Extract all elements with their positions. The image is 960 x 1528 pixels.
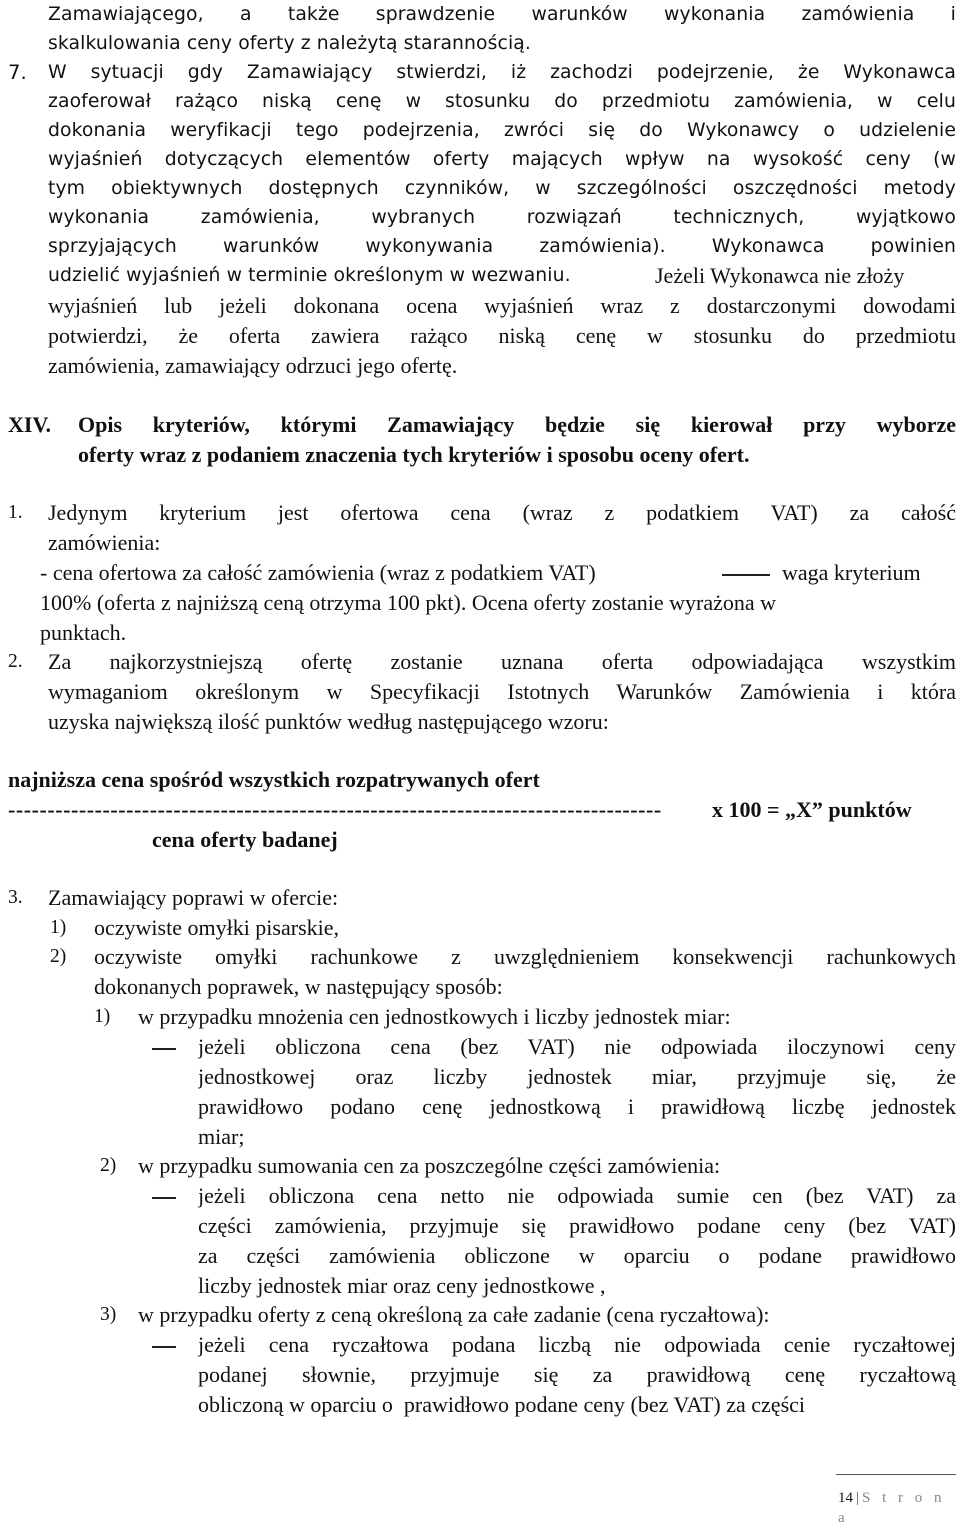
para-line: - cena ofertowa za całość zamówienia (wraz z podatkiem VAT) xyxy=(40,560,596,585)
para-line: jeżeli obliczona cena (bez VAT) nie odpowiada iloczynowi ceny xyxy=(198,1034,956,1059)
para-line: w przypadku sumowania cen za poszczególne części zamówienia: xyxy=(138,1153,721,1178)
para-line: uzyska największą ilość punktów według następującego wzoru: xyxy=(48,709,609,734)
para-line: części zamówienia, przyjmuje się prawidłowo podane ceny (bez VAT) xyxy=(198,1213,956,1238)
formula-numerator: najniższa cena spośród wszystkich rozpatrywanych ofert xyxy=(8,767,540,792)
list-number: 1. xyxy=(8,502,23,523)
para-line: Zamawiający poprawi w ofercie: xyxy=(48,885,339,910)
list-number: 3) xyxy=(100,1304,117,1325)
dash-bullet xyxy=(152,1346,176,1348)
list-number: 1) xyxy=(94,1006,111,1027)
para-line: obliczoną w oparciu o prawidłowo podane ceny (bez VAT) za części xyxy=(198,1392,806,1417)
dash-bullet xyxy=(152,1197,176,1199)
para-line: dokonania weryfikacji tego podejrzenia, zwróci się do Wykonawcy o udzielenie xyxy=(48,120,956,141)
para-line: liczby jednostek miar oraz ceny jednostkowe , xyxy=(198,1273,606,1298)
list-number: 2. xyxy=(8,651,23,672)
formula-bar: ----------------------------------------------------------------------------------- xyxy=(8,797,662,822)
para-line: sprzyjających warunków wykonywania zamówienia). Wykonawca powinien xyxy=(48,236,956,257)
para-line: prawidłowo podano cenę jednostkową i prawidłową liczbę jednostek xyxy=(198,1094,956,1119)
para-line: 100% (oferta z najniższą ceną otrzyma 100 pkt). Ocena oferty zostanie wyrażona w xyxy=(40,590,777,615)
para-line: dokonanych poprawek, w następujący sposób: xyxy=(94,974,503,999)
section-title: oferty wraz z podaniem znaczenia tych kryteriów i sposobu oceny ofert. xyxy=(78,442,750,467)
para-line: skalkulowania ceny oferty z należytą starannością. xyxy=(48,33,531,54)
list-number: 2) xyxy=(50,946,67,967)
list-number: 1) xyxy=(50,917,67,938)
footer-rule xyxy=(836,1474,956,1475)
para-line: jednostkowej oraz liczby jednostek miar, przyjmuje się, że xyxy=(198,1064,956,1089)
para-line: udzielić wyjaśnień w terminie określonym w wezwaniu. xyxy=(48,265,571,286)
para-line: zamówienia: xyxy=(48,530,161,555)
para-line: w przypadku oferty z ceną określoną za całe zadanie (cena ryczałtowa): xyxy=(138,1302,770,1327)
page-footer xyxy=(838,1488,960,1528)
para-line: zamówienia, zamawiający odrzuci jego ofertę. xyxy=(48,353,458,378)
para-line: Za najkorzystniejszą ofertę zostanie uznana oferta odpowiadająca wszystkim xyxy=(48,649,956,674)
footer-separator: | xyxy=(856,1490,860,1506)
formula-denominator: cena oferty badanej xyxy=(152,827,338,852)
para-line: potwierdzi, że oferta zawiera rażąco niską cenę w stosunku do przedmiotu xyxy=(48,323,956,348)
dash-bullet xyxy=(152,1048,176,1050)
page-number: 14 xyxy=(838,1490,853,1506)
para-line: punktach. xyxy=(40,620,127,645)
para-line: jeżeli obliczona cena netto nie odpowiada sumie cen (bez VAT) za xyxy=(198,1183,956,1208)
list-number: 2) xyxy=(100,1155,117,1176)
para-line: wymaganiom określonym w Specyfikacji Istotnych Warunków Zamówienia i która xyxy=(48,679,956,704)
para-line: podanej słownie, przyjmuje się za prawidłową cenę ryczałtową xyxy=(198,1362,956,1387)
para-line: zaoferował rażąco niską cenę w stosunku do przedmiotu zamówienia, w celu xyxy=(48,91,956,112)
para-line: oczywiste omyłki rachunkowe z uwzględnieniem konsekwencji rachunkowych xyxy=(94,944,956,969)
para-line: W sytuacji gdy Zamawiający stwierdzi, iż zachodzi podejrzenie, że Wykonawca xyxy=(48,62,956,83)
em-dash-rule xyxy=(722,574,770,576)
para-line: miar; xyxy=(198,1124,245,1149)
para-line: wyjaśnień lub jeżeli dokonana ocena wyjaśnień wraz z dostarczonymi dowodami xyxy=(48,293,956,318)
para-line: tym obiektywnych dostępnych czynników, w szczególności oszczędności metody xyxy=(48,178,956,199)
para-line: wyjaśnień dotyczących elementów oferty mających wpływ na wysokość ceny (w xyxy=(48,149,956,170)
footer-label: S t r o n a xyxy=(838,1490,946,1526)
para-line: Zamawiającego, a także sprawdzenie warunków wykonania zamówienia i xyxy=(48,4,956,25)
para-line: Jeżeli Wykonawca nie złoży xyxy=(655,263,905,288)
para-line: w przypadku mnożenia cen jednostkowych i liczby jednostek miar: xyxy=(138,1004,731,1029)
para-line: za części zamówienia obliczone w oparciu o podane prawidłowo xyxy=(198,1243,956,1268)
para-line: Jedynym kryterium jest ofertowa cena (wraz z podatkiem VAT) za całość xyxy=(48,500,956,525)
section-number: XIV. xyxy=(8,412,52,437)
formula-result: x 100 = „X” punktów xyxy=(712,797,912,822)
section-title: Opis kryteriów, którymi Zamawiający będzie się kierował przy wyborze xyxy=(78,412,956,437)
list-number: 3. xyxy=(8,887,23,908)
para-line: wykonania zamówienia, wybranych rozwiązań technicznych, wyjątkowo xyxy=(48,207,956,228)
para-line: jeżeli cena ryczałtowa podana liczbą nie odpowiada cenie ryczałtowej xyxy=(198,1332,956,1357)
para-line: oczywiste omyłki pisarskie, xyxy=(94,915,340,940)
list-number: 7. xyxy=(8,61,27,84)
para-line: waga kryterium xyxy=(782,560,921,585)
